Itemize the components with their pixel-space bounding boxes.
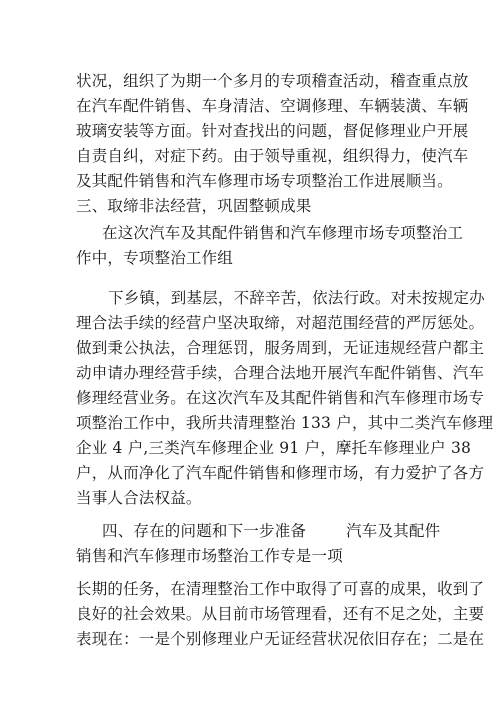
body-text-line: 状况，组织了为期一个多月的专项稽查活动，稽查重点放	[76, 72, 469, 90]
body-text-line: 在汽车配件销售、车身清洁、空调修理、车辆装潢、车辆	[76, 97, 469, 115]
body-text-line: 动申请办理经营手续，合理合法地开展汽车配件销售、汽车	[76, 364, 485, 382]
body-text-line: 下乡镇，到基层，不辞辛苦，依法行政。对未按规定办	[108, 289, 485, 307]
body-text-line: 销售和汽车修理市场整治工作专是一项	[76, 547, 343, 565]
body-text-line: 企业 4 户,三类汽车修理企业 91 户，摩托车修理业户 38	[76, 439, 472, 457]
body-text-line: 理合法手续的经营户坚决取缔，对超范围经营的严厉惩处。	[76, 314, 485, 332]
body-text-line: 修理经营业务。在这次汽车及其配件销售和汽车修理市场专	[76, 389, 485, 407]
body-text-line: 做到秉公执法，合理惩罚，服务周到，无证违规经营户都主	[76, 339, 485, 357]
body-text-line: 玻璃安装等方面。针对查找出的问题，督促修理业户开展	[76, 122, 469, 140]
body-text-line: 表现在：一是个别修理业户无证经营状况依旧存在；二是在	[76, 630, 485, 648]
section-heading: 三、取缔非法经营，巩固整顿成果	[76, 197, 312, 215]
body-text-line: 自责自纠，对症下药。由于领导重视，组织得力，使汽车	[76, 147, 469, 165]
section-heading-line	[102, 521, 440, 541]
body-text-line: 户，从而净化了汽车配件销售和修理市场，有力爱护了各方	[76, 464, 485, 482]
body-text-line: 项整治工作中，我所共清理整治 133 户，其中二类汽车修理	[76, 414, 494, 432]
body-text-fragment: 汽车及其配件	[346, 522, 441, 540]
body-text-line: 当事人合法权益。	[76, 489, 202, 507]
body-text-line: 长期的任务，在清理整治工作中取得了可喜的成果，收到了	[76, 580, 485, 598]
body-text-line: 在这次汽车及其配件销售和汽车修理市场专项整治工	[102, 224, 464, 242]
body-text-line: 良好的社会效果。从目前市场管理看，还有不足之处，主要	[76, 605, 485, 623]
section-heading: 四、存在的问题和下一步准备	[102, 522, 307, 540]
body-text-line: 作中，专项整治工作组	[76, 249, 234, 267]
body-text-line: 及其配件销售和汽车修理市场专项整治工作进展顺当。	[76, 172, 453, 190]
